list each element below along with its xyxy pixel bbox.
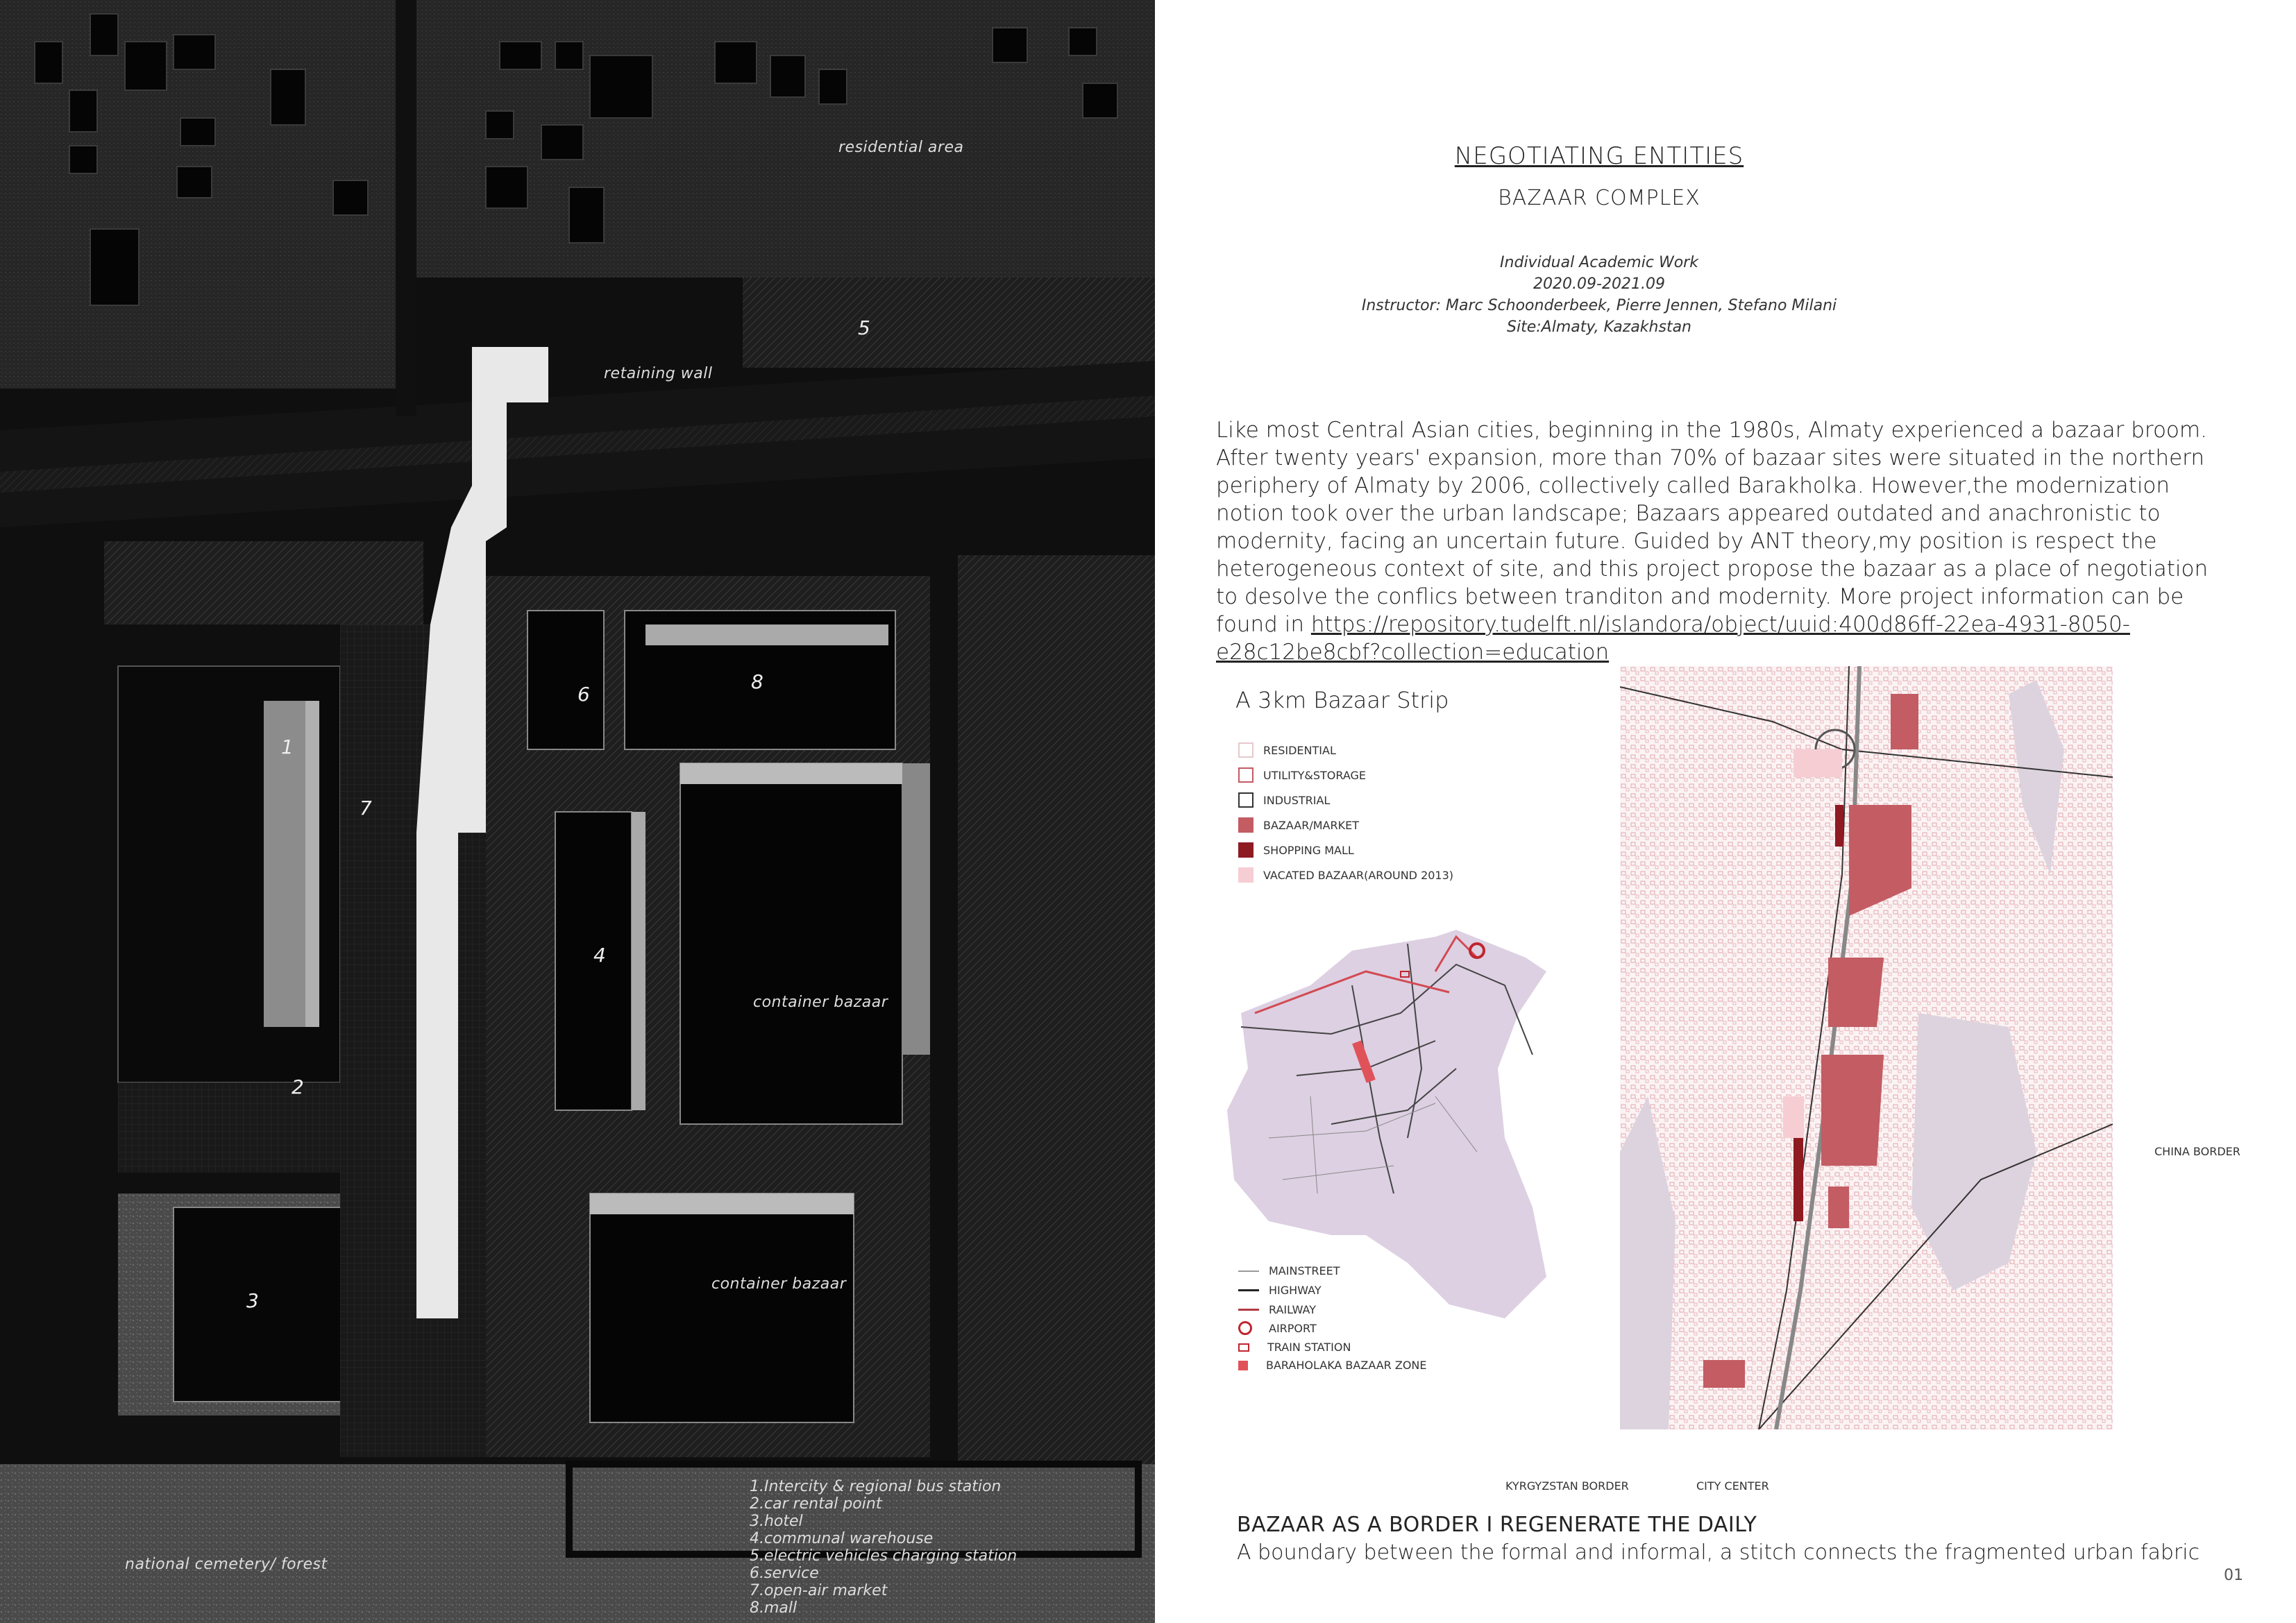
legend-line	[1238, 1271, 1259, 1272]
legend-swatch	[1238, 842, 1253, 858]
plan-number-7: 7	[360, 797, 372, 819]
plan-number-3: 3	[246, 1289, 259, 1312]
china-border-label: CHINA BORDER	[2154, 1145, 2240, 1158]
residential-area-label: residential area	[838, 139, 964, 156]
legend-line	[1238, 1309, 1259, 1311]
project-instructors: Instructor: Marc Schoonderbeek, Pierre Jennen, Stefano Milani	[1361, 297, 1837, 314]
strip-map-title: A 3km Bazaar Strip	[1235, 687, 1449, 713]
legend-label: BARAHOLAKA BAZAAR ZONE	[1266, 1359, 1427, 1372]
page-number: 01	[2224, 1567, 2243, 1584]
legend-mainstreet	[1238, 1264, 1340, 1277]
plan-legend-item: 3.hotel	[750, 1513, 803, 1530]
legend-mall	[1238, 842, 1354, 858]
bazaar-zone-swatch	[1238, 1361, 1248, 1370]
plan-legend-item: 4.communal warehouse	[750, 1530, 934, 1547]
legend-highway	[1238, 1284, 1322, 1297]
legend-label: HIGHWAY	[1269, 1284, 1322, 1297]
train-station-icon	[1238, 1343, 1249, 1352]
container-bazaar-label-2: container bazaar	[711, 1275, 847, 1293]
project-dates: 2020.09-2021.09	[1533, 275, 1665, 293]
plan-legend-item: 2.car rental point	[750, 1495, 882, 1513]
legend-utility	[1238, 767, 1366, 783]
legend-label: RAILWAY	[1269, 1303, 1316, 1316]
text-page	[1155, 0, 2296, 1623]
legend-residential	[1238, 742, 1336, 758]
legend-swatch	[1238, 792, 1253, 808]
legend-label: AIRPORT	[1269, 1321, 1317, 1335]
plan-number-5: 5	[858, 316, 870, 339]
legend-label: MAINSTREET	[1269, 1264, 1340, 1277]
cemetery-label: national cemetery/ forest	[125, 1556, 328, 1573]
legend-swatch	[1238, 767, 1253, 783]
legend-vacated	[1238, 867, 1453, 883]
city-map	[1227, 930, 1546, 1318]
plan-number-8: 8	[751, 670, 763, 693]
kyrgyzstan-border-label: KYRGYZSTAN BORDER	[1505, 1479, 1629, 1493]
legend-bazaar-zone	[1238, 1359, 1426, 1372]
intro-paragraph	[1216, 416, 2236, 666]
intro-text: Like most Central Asian cities, beginning in the 1980s, Almaty experienced a bazaar broom. After twenty years' expansion, more than 70% of bazaar sites were situated in the northern periphery of Almaty by 2006, collectively called Barakholka. However,the modernization notion took over the urban landscape; Bazaars appeared outdated and anachronistic to modernity, facing an uncertain future. Guided by ANT theory,my position is respect the heterogeneous context of site, and this project propose the bazaar as a place of negotiation to desolve the conflics between tranditon and modernity. More project information can be found in	[1216, 418, 2209, 637]
plan-legend-item: 5.electric vehicles charging station	[750, 1547, 1018, 1565]
plan-number-1: 1	[281, 736, 294, 758]
plan-number-2: 2	[292, 1076, 304, 1098]
legend-airport	[1238, 1321, 1317, 1335]
strip-map	[1620, 666, 2113, 1429]
plan-legend	[750, 1478, 1017, 1617]
repository-link[interactable]: https://repository.tudelft.nl/islandora/object/uuid:400d86ff-22ea-4931-8050-e28c12be8cbf?collection=education	[1216, 612, 2130, 665]
bottom-subtitle: A boundary between the formal and informal, a stitch connects the fragmented urban fabric	[1237, 1540, 2200, 1565]
legend-label: SHOPPING MALL	[1263, 843, 1354, 857]
city-center-label: CITY CENTER	[1696, 1479, 1769, 1493]
plan-number-4: 4	[593, 944, 606, 967]
legend-swatch	[1238, 817, 1253, 833]
retaining-wall-label: retaining wall	[604, 365, 713, 382]
plan-legend-item: 8.mall	[750, 1599, 797, 1617]
legend-railway	[1238, 1303, 1316, 1316]
airport-icon	[1238, 1321, 1252, 1335]
legend-label: INDUSTRIAL	[1263, 793, 1331, 807]
legend-bazaar	[1238, 817, 1359, 833]
legend-industrial	[1238, 792, 1330, 808]
bottom-title: BAZAAR AS A BORDER I REGENERATE THE DAILY	[1237, 1513, 1757, 1537]
legend-line	[1238, 1289, 1259, 1291]
legend-label: TRAIN STATION	[1267, 1341, 1351, 1354]
plan-legend-item: 7.open-air market	[750, 1582, 888, 1599]
project-site: Site:Almaty, Kazakhstan	[1507, 318, 1691, 336]
plan-legend-item: 1.Intercity & regional bus station	[750, 1478, 1002, 1495]
plan-legend-item: 6.service	[750, 1565, 819, 1582]
legend-label: BAZAAR/MARKET	[1263, 818, 1359, 832]
legend-label: RESIDENTIAL	[1263, 743, 1336, 757]
legend-swatch	[1238, 742, 1253, 758]
legend-swatch	[1238, 867, 1253, 883]
plan-number-6: 6	[577, 683, 590, 706]
container-bazaar-label-1: container bazaar	[753, 994, 888, 1011]
legend-train-station	[1238, 1341, 1351, 1354]
legend-label: VACATED BAZAAR(AROUND 2013)	[1263, 868, 1454, 882]
legend-label: UTILITY&STORAGE	[1263, 768, 1367, 782]
page-subtitle: BAZAAR COMPLEX	[1498, 186, 1700, 210]
project-type: Individual Academic Work	[1500, 254, 1698, 271]
page-title: NEGOTIATING ENTITIES	[1454, 142, 1744, 170]
